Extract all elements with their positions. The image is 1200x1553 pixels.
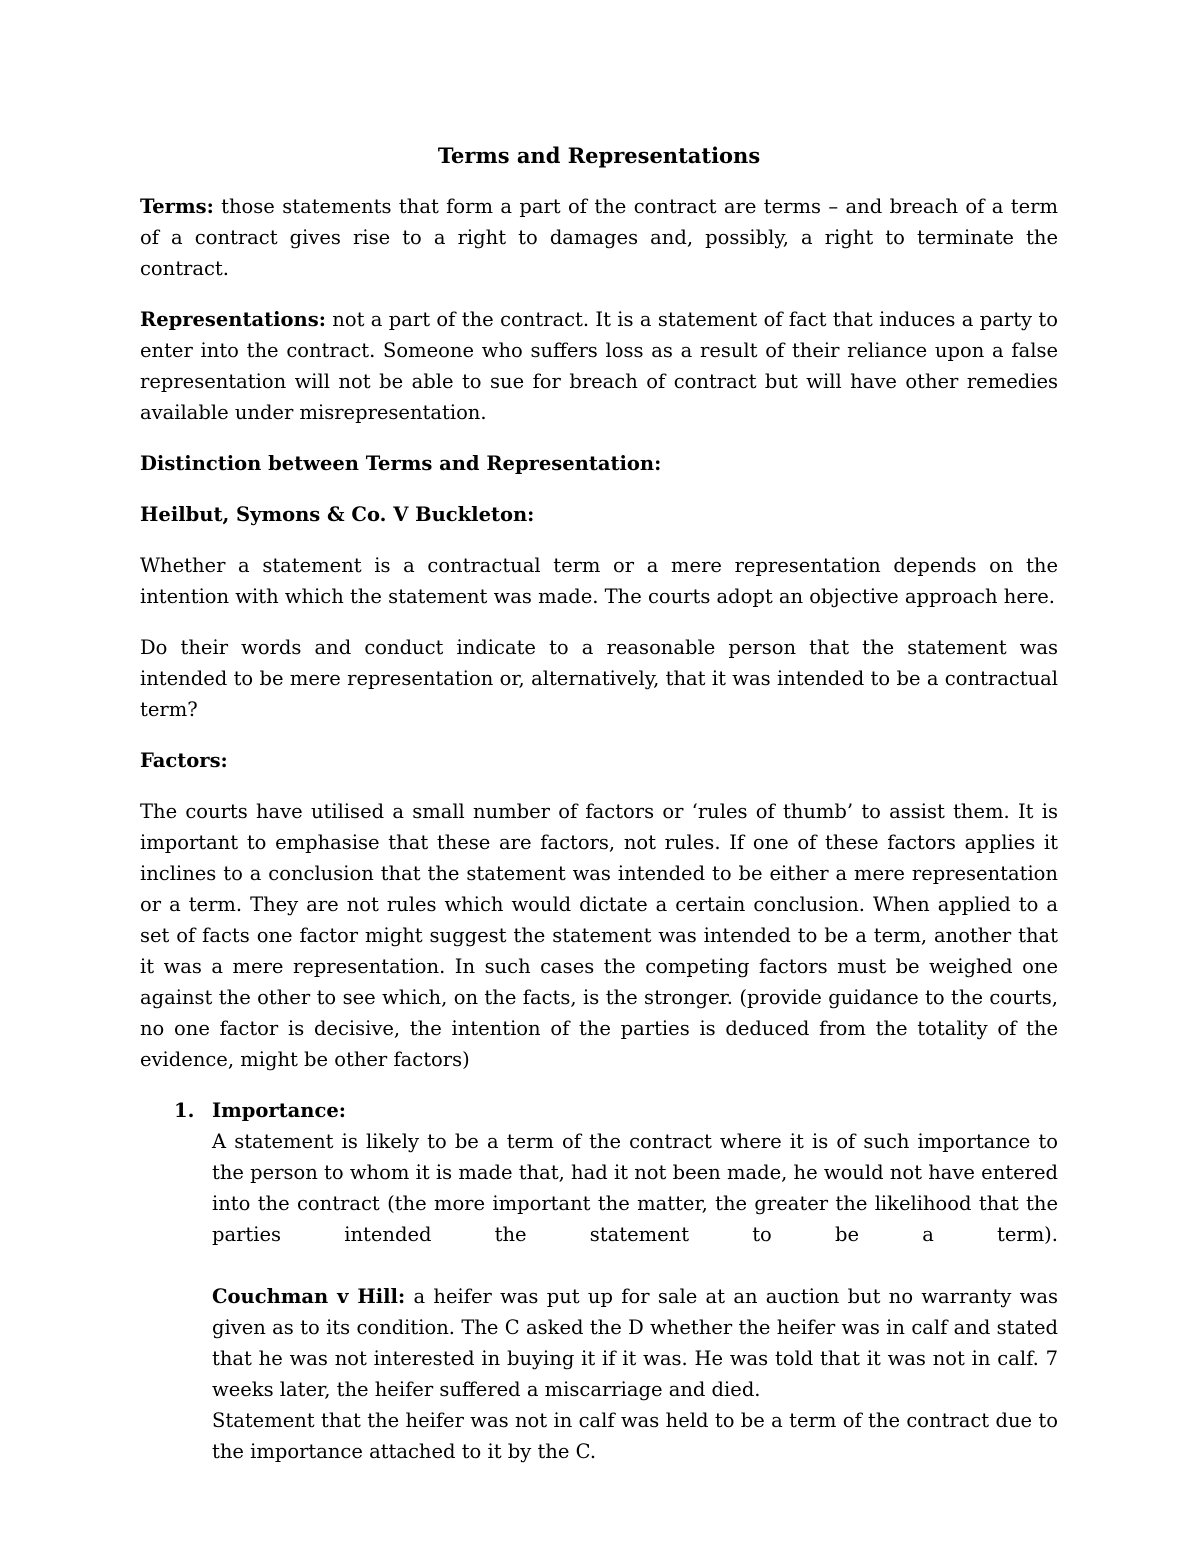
couchman-paragraph xyxy=(212,1281,1058,1405)
spacer xyxy=(212,1250,1058,1281)
representations-label: Representations: xyxy=(140,308,326,331)
couchman-label: Couchman v Hill: xyxy=(212,1285,406,1308)
do-their-paragraph: Do their words and conduct indicate to a reasonable person that the statement was intended to be mere representation or, alternatively, that it was intended to be a contractual term? xyxy=(140,636,1058,721)
document-page xyxy=(140,140,1058,1467)
representations-text: not a part of the contract. It is a statement of fact that induces a party to enter into the contract. Someone who suffers loss as a result of their reliance upon a false representation will not be able to sue for breach of contract but will have other remedies available under misrepresentation. xyxy=(140,308,1058,424)
case-heilbut-heading: Heilbut, Symons & Co. V Buckleton: xyxy=(140,503,535,526)
terms-text: those statements that form a part of the contract are terms – and breach of a term of a contract gives rise to a right to damages and, possibly, a right to terminate the contract. xyxy=(140,195,1058,280)
terms-label: Terms: xyxy=(140,195,214,218)
page-title: Terms and Representations xyxy=(437,143,761,168)
list-item-importance xyxy=(174,1095,1058,1467)
distinction-heading: Distinction between Terms and Representation: xyxy=(140,452,662,475)
factors-heading: Factors: xyxy=(140,749,228,772)
factors-paragraph: The courts have utilised a small number of factors or ‘rules of thumb’ to assist them. It is important to emphasise that these are factors, not rules. If one of these factors applies it inclines to a conclusion that the statement was intended to be either a mere representation or a term. They are not rules which would dictate a certain conclusion. When applied to a set of facts one factor might suggest the statement was intended to be a term, another that it was a mere representation. In such cases the competing factors must be weighed one against the other to see which, on the facts, is the stronger. (provide guidance to the courts, no one factor is decisive, the intention of the parties is deduced from the totality of the evidence, might be other factors) xyxy=(140,800,1058,1071)
terms-paragraph xyxy=(140,191,1058,284)
couchman-conclusion: Statement that the heifer was not in calf was held to be a term of the contract due to the importance attached to it by the C. xyxy=(212,1409,1058,1463)
couchman-text: a heifer was put up for sale at an auction but no warranty was given as to its condition. The C asked the D whether the heifer was in calf and stated that he was not interested in buying it if it was. He was told that it was not in calf. 7 weeks later, the heifer suffered a miscarriage and died. xyxy=(212,1285,1058,1401)
whether-paragraph: Whether a statement is a contractual term or a mere representation depends on the intention with which the statement was made. The courts adopt an objective approach here. xyxy=(140,554,1058,608)
importance-text: A statement is likely to be a term of the contract where it is of such importance to the person to whom it is made that, had it not been made, he would not have entered into the contract (the more important the matter, the greater the likelihood that the parties intended the statement to be a term). xyxy=(212,1130,1058,1246)
list-item-number: 1. xyxy=(174,1099,195,1122)
importance-heading: Importance: xyxy=(212,1099,346,1122)
representations-paragraph xyxy=(140,304,1058,428)
